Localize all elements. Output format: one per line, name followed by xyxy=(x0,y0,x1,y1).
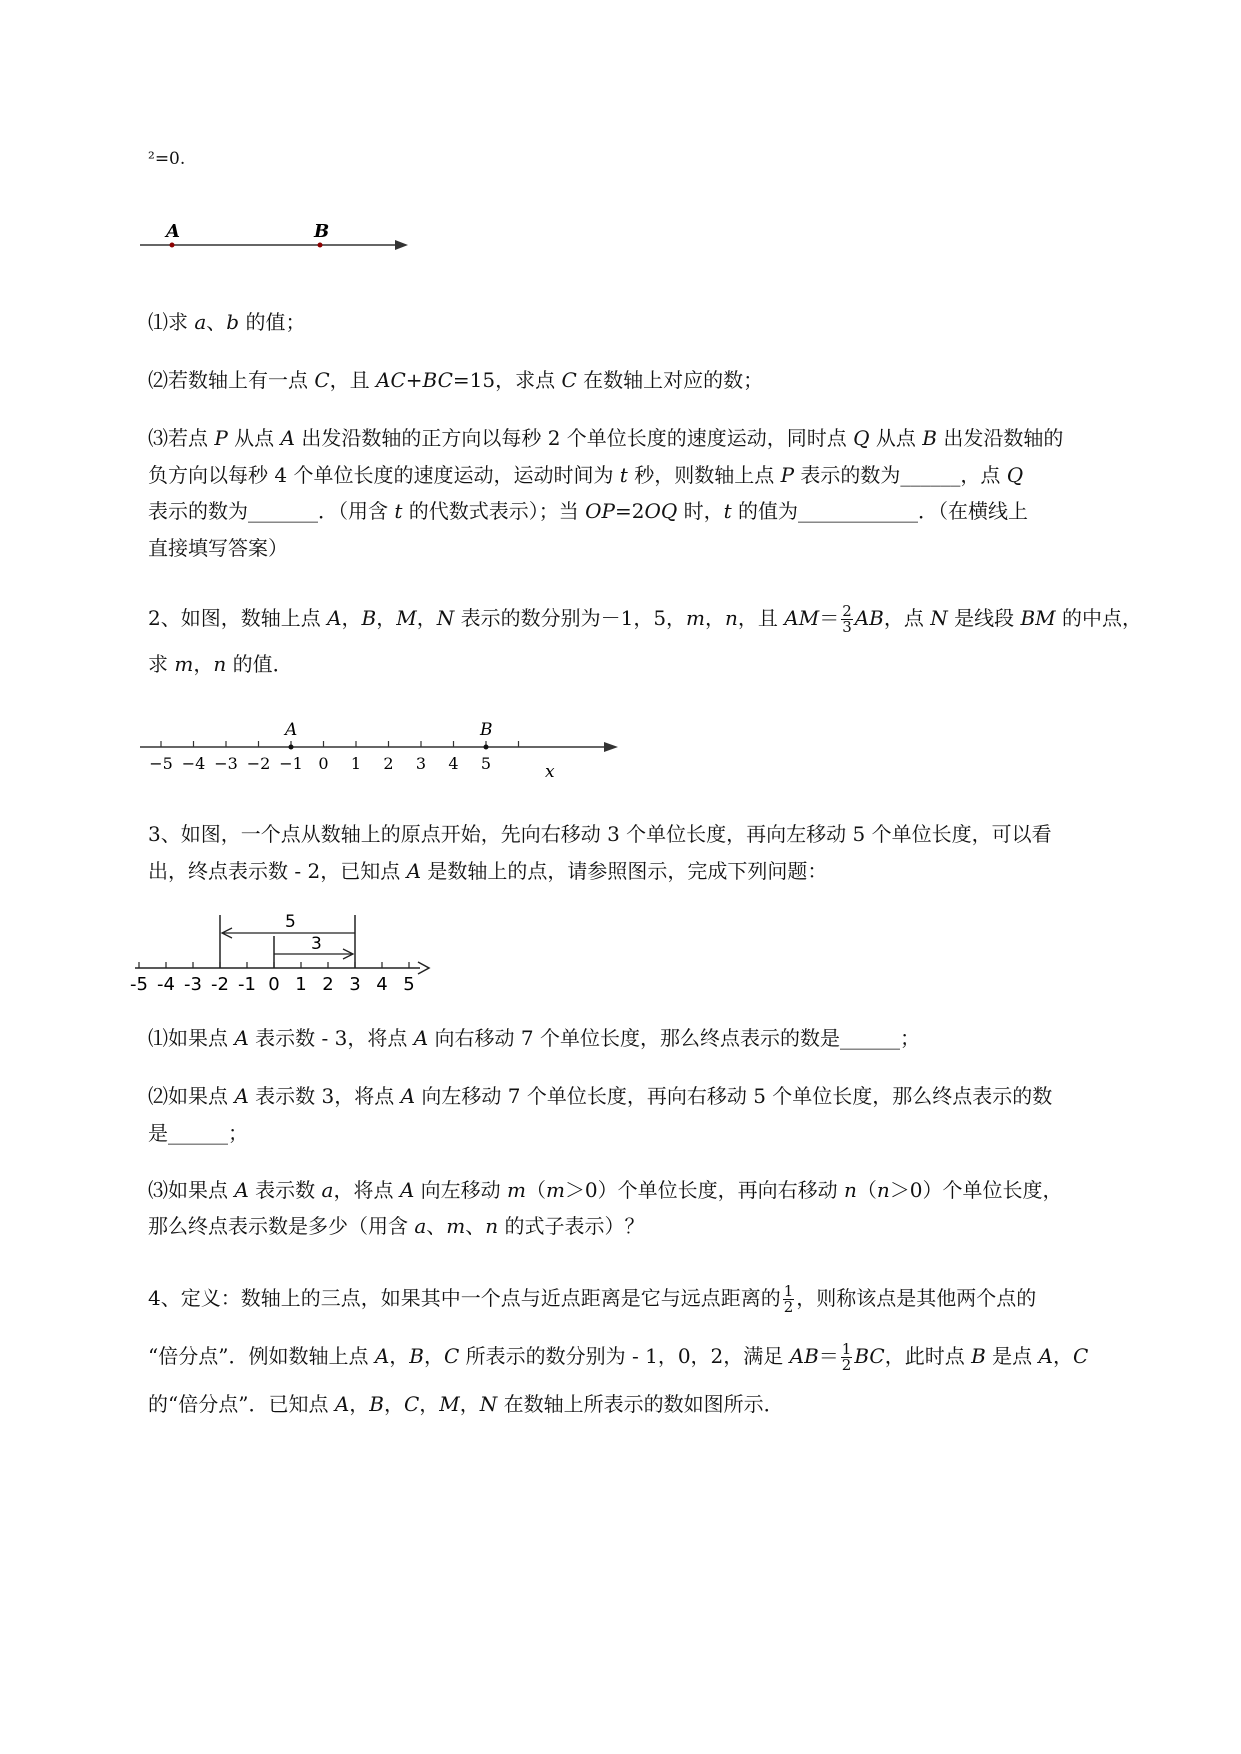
q4-line-2: “倍分点”．例如数轴上点 A，B，C 所表示的数分别为 - 1，0，2，满足 AB＝ $\frac{1}{2}$ BC，此时点 B 是点 A，C xyxy=(148,1340,1089,1374)
figure-2-tick-label: −4 xyxy=(181,754,206,773)
figure-1-dot-a xyxy=(170,243,175,248)
q4-fraction-1: $\frac{1}{2}$ xyxy=(783,1282,794,1316)
figure-1-label-a: A xyxy=(166,221,180,242)
figure-3-tick-label: 3 xyxy=(349,974,361,995)
figure-2-dot-b xyxy=(484,745,489,750)
figure-2-tick-label: 4 xyxy=(448,754,459,773)
figure-3-tick-label: -5 xyxy=(130,974,148,995)
q3-part-3-line-1: ⑶如果点 A 表示数 a，将点 A 向左移动 m（m＞0）个单位长度，再向右移动 n（n＞0）个单位长度， xyxy=(148,1178,1063,1202)
figure-3-tick-label: -3 xyxy=(184,974,202,995)
figure-3-tick-label: 1 xyxy=(295,974,307,995)
q2-fraction: $\frac{2}{3}$ xyxy=(842,602,852,636)
q1-part-3-line-3: 表示的数为_______．（用含 t 的代数式表示）；当 OP=2OQ 时，t 的值为____________．（在横线上 xyxy=(148,499,1029,523)
figure-3-tick-label: 2 xyxy=(322,974,334,995)
figure-2-label-a: A xyxy=(285,720,298,740)
figure-2-tick-label: 3 xyxy=(415,754,427,773)
figure-3-tick-label: -1 xyxy=(238,974,256,995)
q1-part-1: ⑴求 a、b 的值； xyxy=(148,310,306,334)
figure-2-label-b: B xyxy=(480,720,493,740)
figure-2-dot-a xyxy=(289,745,294,750)
figure-1-dot-b xyxy=(318,243,323,248)
figure-1-label-b: B xyxy=(314,221,330,242)
figure-3-number-line xyxy=(130,910,450,1000)
figure-1-arrow-icon xyxy=(395,240,408,250)
figure-3-tick-label: 5 xyxy=(403,974,415,995)
q3-part-2-line-2: 是______； xyxy=(148,1121,248,1145)
q2-line-2: 求 m，n 的值． xyxy=(148,652,293,676)
q1-part-2: ⑵若数轴上有一点 C，且 AC+BC=15，求点 C 在数轴上对应的数； xyxy=(148,368,764,392)
q3-line-1: 3、如图，一个点从数轴上的原点开始，先向右移动 3 个单位长度，再向左移动 5 个单位长度，可以看 xyxy=(148,822,1052,846)
q4-line-3: 的“倍分点”．已知点 A，B，C，M，N 在数轴上所表示的数如图所示． xyxy=(148,1392,784,1416)
q1-part-3-line-1: ⑶若点 P 从点 A 出发沿数轴的正方向以每秒 2 个单位长度的速度运动，同时点 Q 从点 B 出发沿数轴的 xyxy=(148,426,1064,450)
top-fragment: ²=0. xyxy=(148,149,186,169)
figure-3-tick-label: -2 xyxy=(211,974,229,995)
figure-2-tick-label: 2 xyxy=(383,754,394,773)
figure-2-tick-label: −1 xyxy=(279,754,303,773)
figure-2-tick-label: −5 xyxy=(149,754,173,773)
figure-2-number-line xyxy=(140,715,630,785)
q2-line-1: 2、如图，数轴上点 A，B，M，N 表示的数分别为－1，5，m，n，且 AM＝ $\frac{2}{3}$ AB，点 N 是线段 BM 的中点， xyxy=(148,602,1142,636)
figure-3-label-5: 5 xyxy=(285,912,296,932)
q3-part-3-line-2: 那么终点表示数是多少（用含 a、m、n 的式子表示）？ xyxy=(148,1214,645,1238)
figure-3-tick-label: -4 xyxy=(157,974,175,995)
figure-3-label-3: 3 xyxy=(311,934,322,954)
figure-2-tick-label: −3 xyxy=(214,754,238,773)
figure-3-tick-label: 4 xyxy=(376,974,388,995)
q3-part-1: ⑴如果点 A 表示数 - 3，将点 A 向右移动 7 个单位长度，那么终点表示的数是______； xyxy=(148,1026,920,1050)
q1-part-3-line-4: 直接填写答案） xyxy=(148,536,288,560)
q4-line-1: 4、定义：数轴上的三点，如果其中一个点与近点距离是它与远点距离的 $\frac{1}{2}$ ，则称该点是其他两个点的 xyxy=(148,1282,1037,1316)
figure-2-arrow-icon xyxy=(604,742,618,752)
q3-line-2: 出，终点表示数 - 2，已知点 A 是数轴上的点，请参照图示，完成下列问题： xyxy=(148,859,828,883)
figure-2-tick-label: −2 xyxy=(246,754,271,773)
q4-fraction-2: $\frac{1}{2}$ xyxy=(841,1340,852,1374)
figure-2-axis-label: x xyxy=(545,762,555,782)
figure-2-tick-label: 1 xyxy=(350,754,362,773)
figure-2-tick-label: 5 xyxy=(480,754,492,773)
figure-2-tick-label: 0 xyxy=(318,754,329,773)
figure-1-number-line xyxy=(140,215,420,260)
figure-3-tick-label: 0 xyxy=(268,974,280,995)
q1-part-3-line-2: 负方向以每秒 4 个单位长度的速度运动，运动时间为 t 秒，则数轴上点 P 表示的数为______，点 Q xyxy=(148,463,1024,487)
q3-part-2-line-1: ⑵如果点 A 表示数 3，将点 A 向左移动 7 个单位长度，再向右移动 5 个单位长度，那么终点表示的数 xyxy=(148,1084,1053,1108)
